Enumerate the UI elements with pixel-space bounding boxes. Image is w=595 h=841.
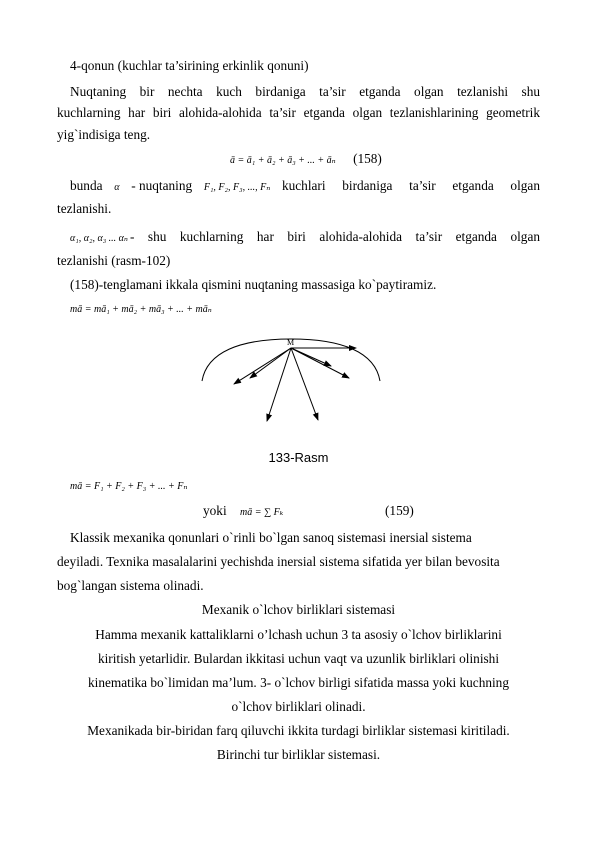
- paragraph-line: bog`langan sistema olinadi.: [57, 578, 204, 593]
- force-arrow: [291, 348, 349, 378]
- paragraph-line: deyiladi. Texnika masalalarini yechishda inersial sistema sifatida yer bilan bevosita: [57, 554, 500, 569]
- bunda-mid: - nuqtaning: [131, 178, 193, 193]
- point-label: M: [287, 338, 295, 347]
- force-arrow: [250, 348, 291, 378]
- equation-formula: mā = F₁ + F₂ + F₃ + ... + Fₙ: [70, 481, 188, 492]
- paragraph-line: kinematika bo`limidan ma’lum. 3- o`lchov birligi sifatida massa yoki kuchning: [88, 675, 509, 690]
- force-arrow: [234, 348, 291, 384]
- paragraph-line: Hamma mexanik kattaliklarni o’lchash uchun 3 ta asosiy o`lchov birliklarini: [95, 627, 502, 642]
- equation-number: (158): [353, 151, 382, 166]
- equation-formula: ā = ā₁ + ā₂ + ā₃ + ... + āₙ: [230, 155, 336, 166]
- accel-symbol: α: [114, 182, 120, 193]
- accels-rest: - shu kuchlarning har biri alohida-alohida ta’sir etganda olgan: [129, 229, 540, 244]
- paragraph-line: Mexanikada bir-biridan farq qiluvchi ikkita turdagi birliklar sistemasi kiritiladi.: [87, 723, 510, 738]
- paragraph-line: Klassik mexanika qonunlari o`rinli bo`lgan sanoq sistemasi inersial sistema: [70, 530, 472, 545]
- yoki-word: yoki: [203, 503, 227, 518]
- accels-symbols: α₁, α₂, α₃ ... αₙ: [70, 233, 128, 244]
- paragraph-line: tezlanishi.: [57, 201, 112, 216]
- paragraph-line: kiritish yetarlidir. Bulardan ikkitasi uchun vaqt va uzunlik birliklari olinishi: [97, 651, 500, 666]
- paragraph-line: Nuqtaning bir nechta kuch birdaniga ta’sir etganda olgan tezlanishi shu: [70, 84, 540, 99]
- bunda-word: bunda: [70, 178, 103, 193]
- section-title: Mexanik o`lchov birliklari sistemasi: [201, 602, 396, 617]
- equation-forces: [70, 477, 540, 495]
- forces-list: F₁, F₂, F₃, ..., Fₙ: [203, 182, 271, 193]
- equation-number: (159): [385, 503, 414, 518]
- force-arrow: [267, 348, 291, 421]
- equation-159: [203, 503, 543, 521]
- paragraph-line: o`lchov birliklari olinadi.: [231, 699, 366, 714]
- paragraph-line: yig`indisiga teng.: [57, 127, 151, 142]
- paragraph-line: Birinchi tur birliklar sistemasi.: [216, 747, 381, 762]
- figure-caption: 133-Rasm: [268, 450, 329, 465]
- heading: 4-qonun (kuchlar ta’sirining erkinlik qonuni): [70, 58, 309, 73]
- equation-formula: mā = mā₁ + mā₂ + mā₃ + ... + māₙ: [70, 304, 212, 315]
- paragraph-line: tezlanishi (rasm-102): [57, 253, 171, 268]
- bunda-rest: kuchlari birdaniga ta’sir etganda olgan: [281, 178, 540, 193]
- equation-formula: mā = ∑ Fₖ: [239, 507, 284, 518]
- paragraph-line: (158)-tenglamani ikkala qismini nuqtaning massasiga ko`paytiramiz.: [70, 277, 437, 292]
- paragraph-line: kuchlarning har biri alohida-alohida ta’sir etganda olgan tezlanishlarining geometrik: [57, 105, 540, 120]
